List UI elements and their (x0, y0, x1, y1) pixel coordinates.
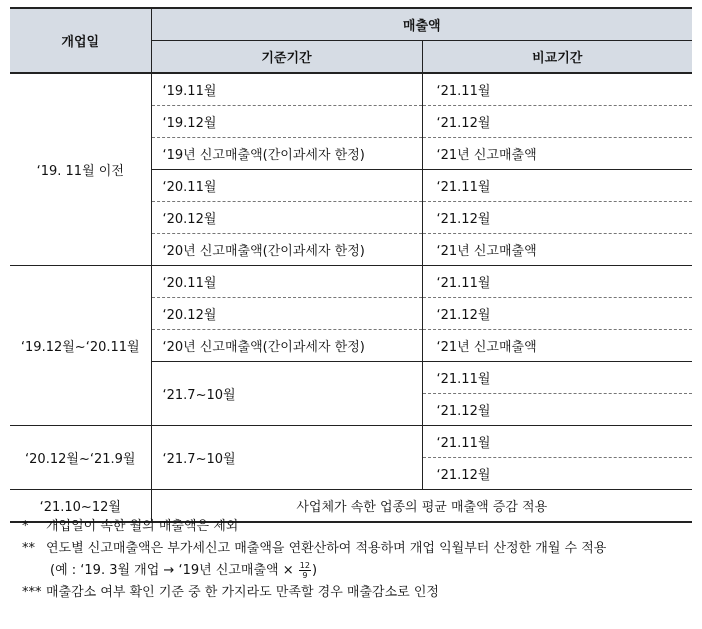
base-period-cell: ‘20.12월 (151, 298, 422, 330)
comparison-period-cell: ‘21년 신고매출액 (422, 330, 692, 362)
comparison-period-cell: ‘21.11월 (422, 73, 692, 106)
header-base-period: 기준기간 (151, 41, 422, 74)
base-period-cell: ‘20.11월 (151, 266, 422, 298)
base-period-cell: ‘21.7~10월 (151, 426, 422, 490)
opening-period-cell: ‘19.12월~‘20.11월 (10, 266, 151, 426)
opening-period-cell: ‘19. 11월 이전 (10, 73, 151, 266)
base-period-cell: ‘21.7~10월 (151, 362, 422, 426)
opening-period-cell: ‘21.10~12월 (10, 490, 151, 523)
footnote-2 (22, 538, 692, 560)
opening-period-cell: ‘20.12월~‘21.9월 (10, 426, 151, 490)
comparison-period-cell: ‘21년 신고매출액 (422, 138, 692, 170)
footnote-1 (22, 516, 692, 538)
base-period-cell: ‘20년 신고매출액(간이과세자 한정) (151, 234, 422, 266)
footnotes (22, 516, 692, 604)
example-close: ) (311, 563, 318, 578)
example-text: (예 : ‘19. 3월 개업 → ‘19년 신고매출액 × (50, 563, 294, 578)
footnote-2-example (22, 560, 692, 582)
fraction (299, 561, 311, 580)
footnote-mark: ** (22, 541, 35, 556)
footnote-text: 개업일이 속한 월의 매출액은 제외 (46, 519, 239, 534)
base-period-cell: ‘20.12월 (151, 202, 422, 234)
comparison-period-cell: ‘21.11월 (422, 170, 692, 202)
base-period-cell: ‘19.11월 (151, 73, 422, 106)
comparison-period-cell: ‘21.11월 (422, 426, 692, 458)
header-comparison-period: 비교기간 (422, 41, 692, 74)
base-period-cell: ‘20.11월 (151, 170, 422, 202)
industry-average-cell: 사업체가 속한 업종의 평균 매출액 증감 적용 (151, 490, 692, 523)
footnote-text: 연도별 신고매출액은 부가세신고 매출액을 연환산하여 적용하며 개업 익월부터 산정한 개월 수 적용 (46, 541, 607, 556)
footnote-mark: * (22, 519, 29, 534)
footnote-mark: *** (22, 585, 42, 600)
base-period-cell: ‘20년 신고매출액(간이과세자 한정) (151, 330, 422, 362)
comparison-period-cell: ‘21.12월 (422, 298, 692, 330)
comparison-period-cell: ‘21년 신고매출액 (422, 234, 692, 266)
header-sales: 매출액 (151, 8, 692, 41)
footnote-3 (22, 582, 692, 604)
footnote-text: 매출감소 여부 확인 기준 중 한 가지라도 만족할 경우 매출감소로 인정 (46, 585, 439, 600)
base-period-cell: ‘19.12월 (151, 106, 422, 138)
base-period-cell: ‘19년 신고매출액(간이과세자 한정) (151, 138, 422, 170)
comparison-period-cell: ‘21.12월 (422, 106, 692, 138)
fraction-numerator: 12 (299, 561, 310, 570)
sales-criteria-table (10, 7, 692, 523)
comparison-period-cell: ‘21.12월 (422, 458, 692, 490)
fraction-denominator: 9 (302, 571, 308, 580)
comparison-period-cell: ‘21.11월 (422, 266, 692, 298)
header-opening-date: 개업일 (10, 8, 151, 73)
comparison-period-cell: ‘21.11월 (422, 362, 692, 394)
comparison-period-cell: ‘21.12월 (422, 202, 692, 234)
comparison-period-cell: ‘21.12월 (422, 394, 692, 426)
